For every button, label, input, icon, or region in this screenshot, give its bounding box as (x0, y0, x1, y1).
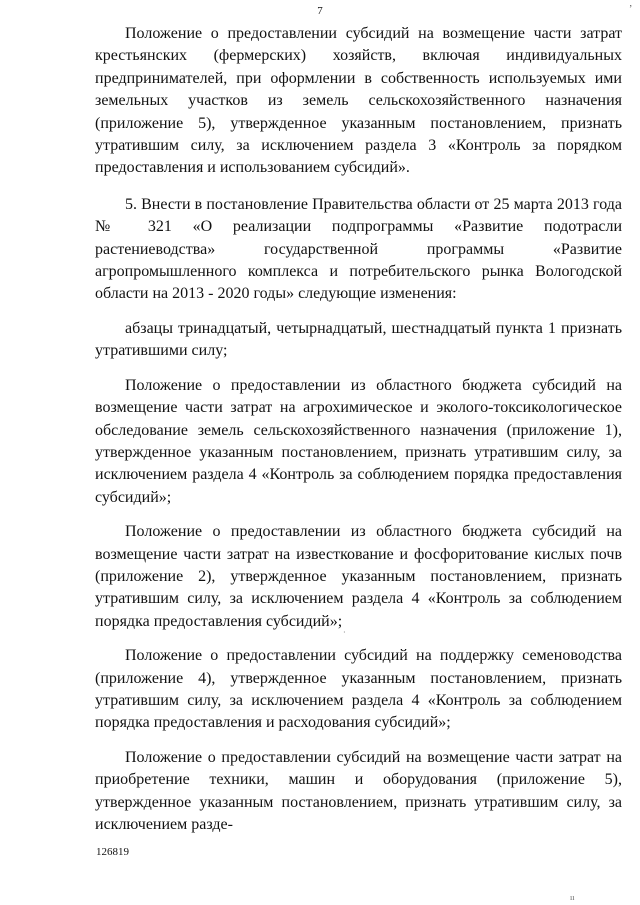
paragraph-regulation-farm-land: Положение о предоставлении субсидий на возмещение части затрат крестьянских (фермерских) хозяйств, включая индивидуальных предпринимателей, при оформлении в собственность используемых ими земельных участков из земель сельскохозяйственного назначения (приложение 5), утвержденное указанным постановлением, признать утратившим силу, за исключением раздела 3 «Контроль за порядком предоставления и использованием субсидий». (95, 25, 622, 177)
paragraph-regulation-annex-4: Положение о предоставлении субсидий на поддержку семеноводства (приложение 4), утвержденное указанным постановлением, признать утратившим силу, за исключением раздела 4 «Контроль за соблюдением порядка предоставления и расходования субсидий»; (95, 647, 622, 732)
scan-speck: · (343, 628, 346, 637)
corner-mark: , (629, 0, 632, 9)
paragraph-regulation-annex-5: Положение о предоставлении субсидий на возмещение части затрат на приобретение техники, машин и оборудования (приложение 5), утвержденное указанным постановлением, признать утратившим силу, за исключением разде- (95, 748, 622, 833)
paragraph-repealed-clauses: абзацы тринадцатый, четырнадцатый, шестнадцатый пункта 1 признать утратившими силу; (95, 319, 622, 360)
paragraph-regulation-annex-2: Положение о предоставлении из областного бюджета субсидий на возмещение части затрат на известкование и фосфоритование кислых почв (приложение 2), утвержденное указанным постановлением, признать утратившим силу, за исключением раздела 4 «Контроль за соблюдением порядка предоставления субсидий»; (95, 523, 622, 630)
document-code: 126819 (96, 846, 129, 858)
paragraph-regulation-annex-1: Положение о предоставлении из областного бюджета субсидий на возмещение части затрат на агрохимическое и эколого-токсикологическое обследование земель сельскохозяйственного назначения (приложение 1), утвержденное указанным постановлением, признать утратившим силу, за исключением раздела 4 «Контроль за соблюдением порядка предоставления субсидий»; (95, 376, 622, 506)
document-body (95, 23, 622, 836)
paragraph-item-5: 5. Внести в постановление Правительства области от 25 марта 2013 года № 321 «О реализации подпрограммы «Развитие подотрасли растениеводства» государственной программы «Развитие агропромышленного комплекса и потребительского рынка Вологодской области на 2013 - 2020 годы» следующие изменения: (95, 195, 622, 303)
page-number: 7 (317, 5, 323, 17)
scan-speck: ıı (570, 893, 575, 902)
